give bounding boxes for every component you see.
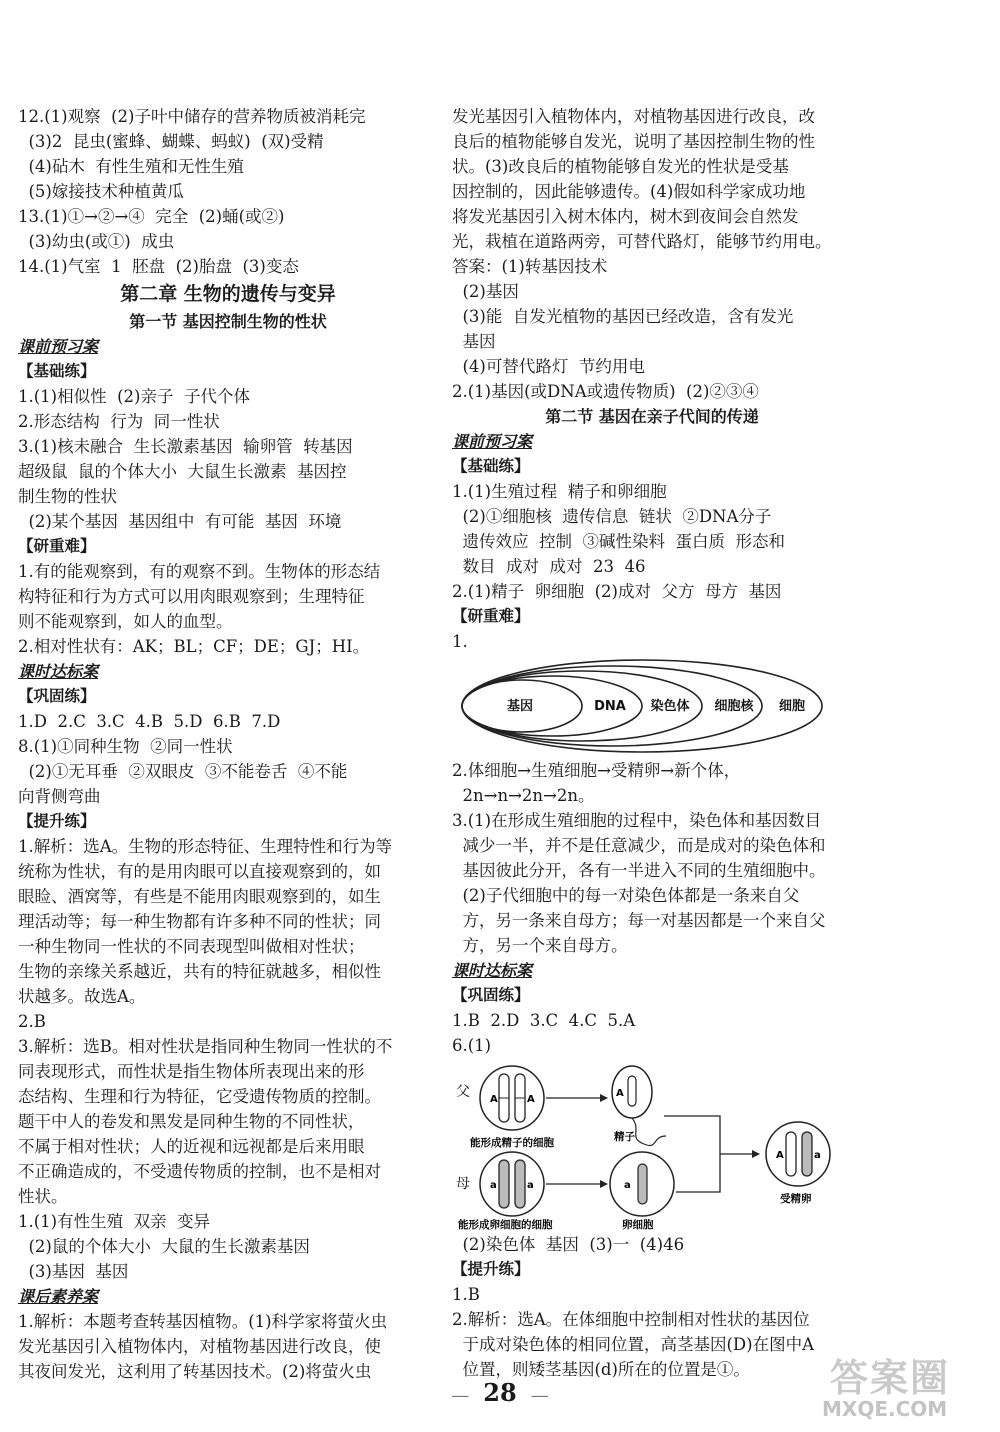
text-line: 1.(1)生殖过程 精子和卵细胞: [452, 482, 667, 501]
caption-father-cell: 能形成精子的细胞: [470, 1137, 554, 1149]
page-number-text: 28: [483, 1378, 517, 1407]
text-line: 2n→n→2n→2n。: [452, 786, 595, 805]
label-cell: 细胞: [778, 699, 806, 714]
text-line: 13.(1)①→②→④ 完全 (2)蛹(或②): [18, 207, 285, 226]
gene-label: a: [527, 1180, 534, 1191]
text-line: (2)基因: [452, 282, 519, 301]
text-line: 基因: [452, 332, 496, 351]
text-line: 2.体细胞→生殖细胞→受精卵→新个体，: [452, 761, 741, 780]
text-line: (4)砧木 有性生殖和无性生殖: [18, 157, 244, 176]
left-column: [18, 104, 438, 1384]
text-line: 3.(1)核未融合 生长激素基因 输卵管 转基因: [18, 437, 353, 456]
text-line: 状。(3)改良后的植物能够自发光的性状是受基: [452, 157, 789, 176]
text-line: 1.解析：选A。生物的形态特征、生理特性和行为等: [18, 837, 393, 856]
text-line: 1.有的能观察到，有的观察不到。生物体的形态结: [18, 562, 381, 581]
text-line: 生物的亲缘关系越近，共有的特征就越多，相似性: [18, 962, 381, 981]
label-dna: DNA: [594, 699, 626, 714]
heading-preview: 课前预习案: [452, 432, 533, 451]
text-line: (4)可替代路灯 节约用电: [452, 357, 645, 376]
heading-class: 课时达标案: [452, 961, 533, 980]
mother-cell: [480, 1152, 544, 1216]
heading-class: 课时达标案: [18, 662, 99, 681]
text-line: 题干中人的卷发和黑发是同种生物的不同性状，: [18, 1112, 365, 1131]
text-line: 方，另一条来自母方；每一对基因都是一个来自父: [452, 911, 826, 930]
text-line: 理活动等；每一种生物都有许多种不同的性状；同: [18, 912, 381, 931]
tag-improve: 【提升练】: [452, 1260, 530, 1278]
gene-label: A: [616, 1088, 624, 1099]
text-line: 遗传效应 控制 ③碱性染料 蛋白质 形态和: [452, 532, 785, 551]
text-line: 不正确造成的，不受遗传物质的控制，也不是相对: [18, 1162, 381, 1181]
text-line: 14.(1)气室 1 胚盘 (2)胎盘 (3)变态: [18, 257, 299, 276]
text-line: 1.B 2.D 3.C 4.C 5.A: [452, 1011, 636, 1030]
text-line: 发光基因引入植物体内，对植物基因进行改良，改: [452, 107, 815, 126]
caption-mother-cell: 能形成卵细胞的细胞: [458, 1219, 553, 1230]
nested-ellipse-diagram: [452, 656, 852, 756]
pre-answers: [18, 104, 438, 279]
text-line: 数目 成对 成对 23 46: [452, 557, 646, 576]
text-line: (3)幼虫(或①) 成虫: [18, 232, 175, 251]
text-line: 2.B: [18, 1012, 46, 1031]
gene-label: a: [814, 1150, 821, 1161]
tag-basic: 【基础练】: [18, 362, 96, 380]
text-line: 良后的植物能够自发光，说明了基因控制生物的性: [452, 132, 815, 151]
text-line: 1.D 2.C 3.C 4.B 5.D 6.B 7.D: [18, 712, 281, 731]
text-line: 减少一半，并不是任意减少，而是成对的染色体和: [452, 836, 826, 855]
text-line: (2)①无耳垂 ②双眼皮 ③不能卷舌 ④不能: [18, 762, 348, 781]
fertilization-diagram: [452, 1060, 852, 1230]
arrow-head-icon: [600, 1094, 608, 1102]
watermark-url: MXQE.COM: [822, 1397, 948, 1421]
watermark: [810, 1345, 990, 1425]
heading-after: 课后素养案: [18, 1287, 99, 1306]
text-line: 发光基因引入植物体内，对植物基因进行改良，使: [18, 1337, 381, 1356]
watermark-logo: 答案圈: [830, 1356, 951, 1400]
father-cell: [480, 1066, 544, 1130]
dash-icon: —: [451, 1385, 470, 1406]
text-line: 构特征和行为方式可以用肉眼观察到；生理特征: [18, 587, 365, 606]
text-line: (3)基因 基因: [18, 1262, 129, 1281]
text-line: 性状。: [18, 1187, 68, 1206]
mother-label: 母: [456, 1176, 470, 1192]
text-line: 将发光基因引入树木体内，树木到夜间会自然发: [452, 207, 799, 226]
gene-label: A: [490, 1094, 498, 1105]
text-line: 基因彼此分开，各有一半进入不同的生殖细胞中。: [452, 861, 826, 880]
connector: [664, 1116, 720, 1192]
dash-icon: —: [530, 1385, 549, 1406]
text-line: 制生物的性状: [18, 487, 117, 506]
caption-zygote: 受精卵: [780, 1193, 812, 1205]
text-line: 超级鼠 鼠的个体大小 大鼠生长激素 基因控: [18, 462, 347, 481]
label-nucleus: 细胞核: [714, 699, 754, 714]
text-line: 眼睑、酒窝等，有些是不能用肉眼观察到的，如生: [18, 887, 381, 906]
text-line: 12.(1)观察 (2)子叶中储存的营养物质被消耗完: [18, 107, 366, 126]
gene-label: a: [624, 1180, 631, 1191]
father-label: 父: [456, 1084, 470, 1100]
egg-cell: [610, 1152, 674, 1216]
text-line: 则不能观察到，如人的血型。: [18, 612, 233, 631]
text-line: 1.: [452, 632, 468, 651]
text-line: 2.(1)基因(或DNA或遗传物质) (2)②③④: [452, 382, 759, 401]
label-chromosome: 染色体: [650, 699, 690, 714]
text-line: 于成对染色体的相同位置，高茎基因(D)在图中A: [452, 1335, 815, 1354]
text-line: 1.(1)有性生殖 双亲 变异: [18, 1212, 211, 1231]
tag-basic: 【基础练】: [452, 457, 530, 475]
text-line: 不属于相对性状；人的近视和远视都是后来用眼: [18, 1137, 365, 1156]
text-line: 2.(1)精子 卵细胞 (2)成对 父方 母方 基因: [452, 582, 782, 601]
text-line: 1.B: [452, 1285, 480, 1304]
text-line: (5)嫁接技术种植黄瓜: [18, 182, 184, 201]
tag-focus: 【研重难】: [452, 607, 530, 625]
tag-consolidate: 【巩固练】: [452, 986, 530, 1004]
gene-label: A: [527, 1094, 535, 1105]
text-line: 其夜间发光，这利用了转基因技术。(2)将萤火虫: [18, 1362, 372, 1381]
chapter-title: 第二章 生物的遗传与变异: [120, 283, 336, 305]
text-line: 状越多。故选A。: [18, 987, 146, 1006]
text-line: 同表现形式，而性状是指生物体所表现出来的形: [18, 1062, 365, 1081]
text-line: (2)①细胞核 遗传信息 链状 ②DNA分子: [452, 507, 772, 526]
text-line: 2.解析：选A。在体细胞中控制相对性状的基因位: [452, 1310, 810, 1329]
zygote-cell: [766, 1122, 830, 1186]
text-line: 方，另一个来自母方。: [452, 936, 628, 955]
text-line: 态结构、生理和行为特征，它受遗传物质的控制。: [18, 1087, 381, 1106]
arrow-head-icon: [752, 1150, 760, 1158]
caption-egg: 卵细胞: [622, 1219, 654, 1230]
label-gene: 基因: [506, 699, 534, 714]
text-line: (3)能 自发光植物的基因已经改造，含有发光: [452, 307, 794, 326]
arrow-head-icon: [600, 1180, 608, 1188]
text-line: 8.(1)①同种生物 ②同一性状: [18, 737, 233, 756]
text-line: 6.(1): [452, 1036, 492, 1055]
gene-label: a: [490, 1180, 497, 1191]
gene-label: A: [776, 1150, 784, 1161]
tag-consolidate: 【巩固练】: [18, 687, 96, 705]
text-line: (2)鼠的个体大小 大鼠的生长激素基因: [18, 1237, 310, 1256]
text-line: 向背侧弯曲: [18, 787, 101, 806]
text-line: (2)某个基因 基因组中 有可能 基因 环境: [18, 512, 342, 531]
text-line: 因控制的，因此能够遗传。(4)假如科学家成功地: [452, 182, 806, 201]
heading-preview: 课前预习案: [18, 337, 99, 356]
right-column: [452, 104, 852, 1382]
text-line: 答案：(1)转基因技术: [452, 257, 608, 276]
text-line: 1.解析：本题考查转基因植物。(1)科学家将萤火虫: [18, 1312, 388, 1331]
text-line: 2.形态结构 行为 同一性状: [18, 412, 220, 431]
tag-focus: 【研重难】: [18, 537, 96, 555]
text-line: 1.(1)相似性 (2)亲子 子代个体: [18, 387, 250, 406]
tag-improve: 【提升练】: [18, 812, 96, 830]
text-line: (2)子代细胞中的每一对染色体都是一条来自父: [452, 886, 800, 905]
text-line: 一种生物同一性状的不同表现型叫做相对性状；: [18, 937, 365, 956]
section-title: 第一节 基因控制生物的性状: [129, 312, 327, 331]
text-line: 3.(1)在形成生殖细胞的过程中，染色体和基因数目: [452, 811, 822, 830]
text-line: 统称为性状，有的是用肉眼可以直接观察到的，如: [18, 862, 381, 881]
text-line: 光，栽植在道路两旁，可替代路灯，能够节约用电。: [452, 232, 832, 251]
text-line: 3.解析：选B。相对性状是指同种生物同一性状的不: [18, 1037, 393, 1056]
section-title: 第二节 基因在亲子代间的传递: [545, 407, 759, 426]
caption-sperm: 精子: [614, 1131, 635, 1143]
text-line: (3)2 昆虫(蜜蜂、蝴蝶、蚂蚁) (双)受精: [18, 132, 324, 151]
text-line: (2)染色体 基因 (3)一 (4)46: [452, 1235, 685, 1254]
text-line: 位置，则矮茎基因(d)所在的位置是①。: [452, 1360, 750, 1379]
text-line: 2.相对性状有：AK；BL；CF；DE；GJ；HI。: [18, 637, 370, 656]
